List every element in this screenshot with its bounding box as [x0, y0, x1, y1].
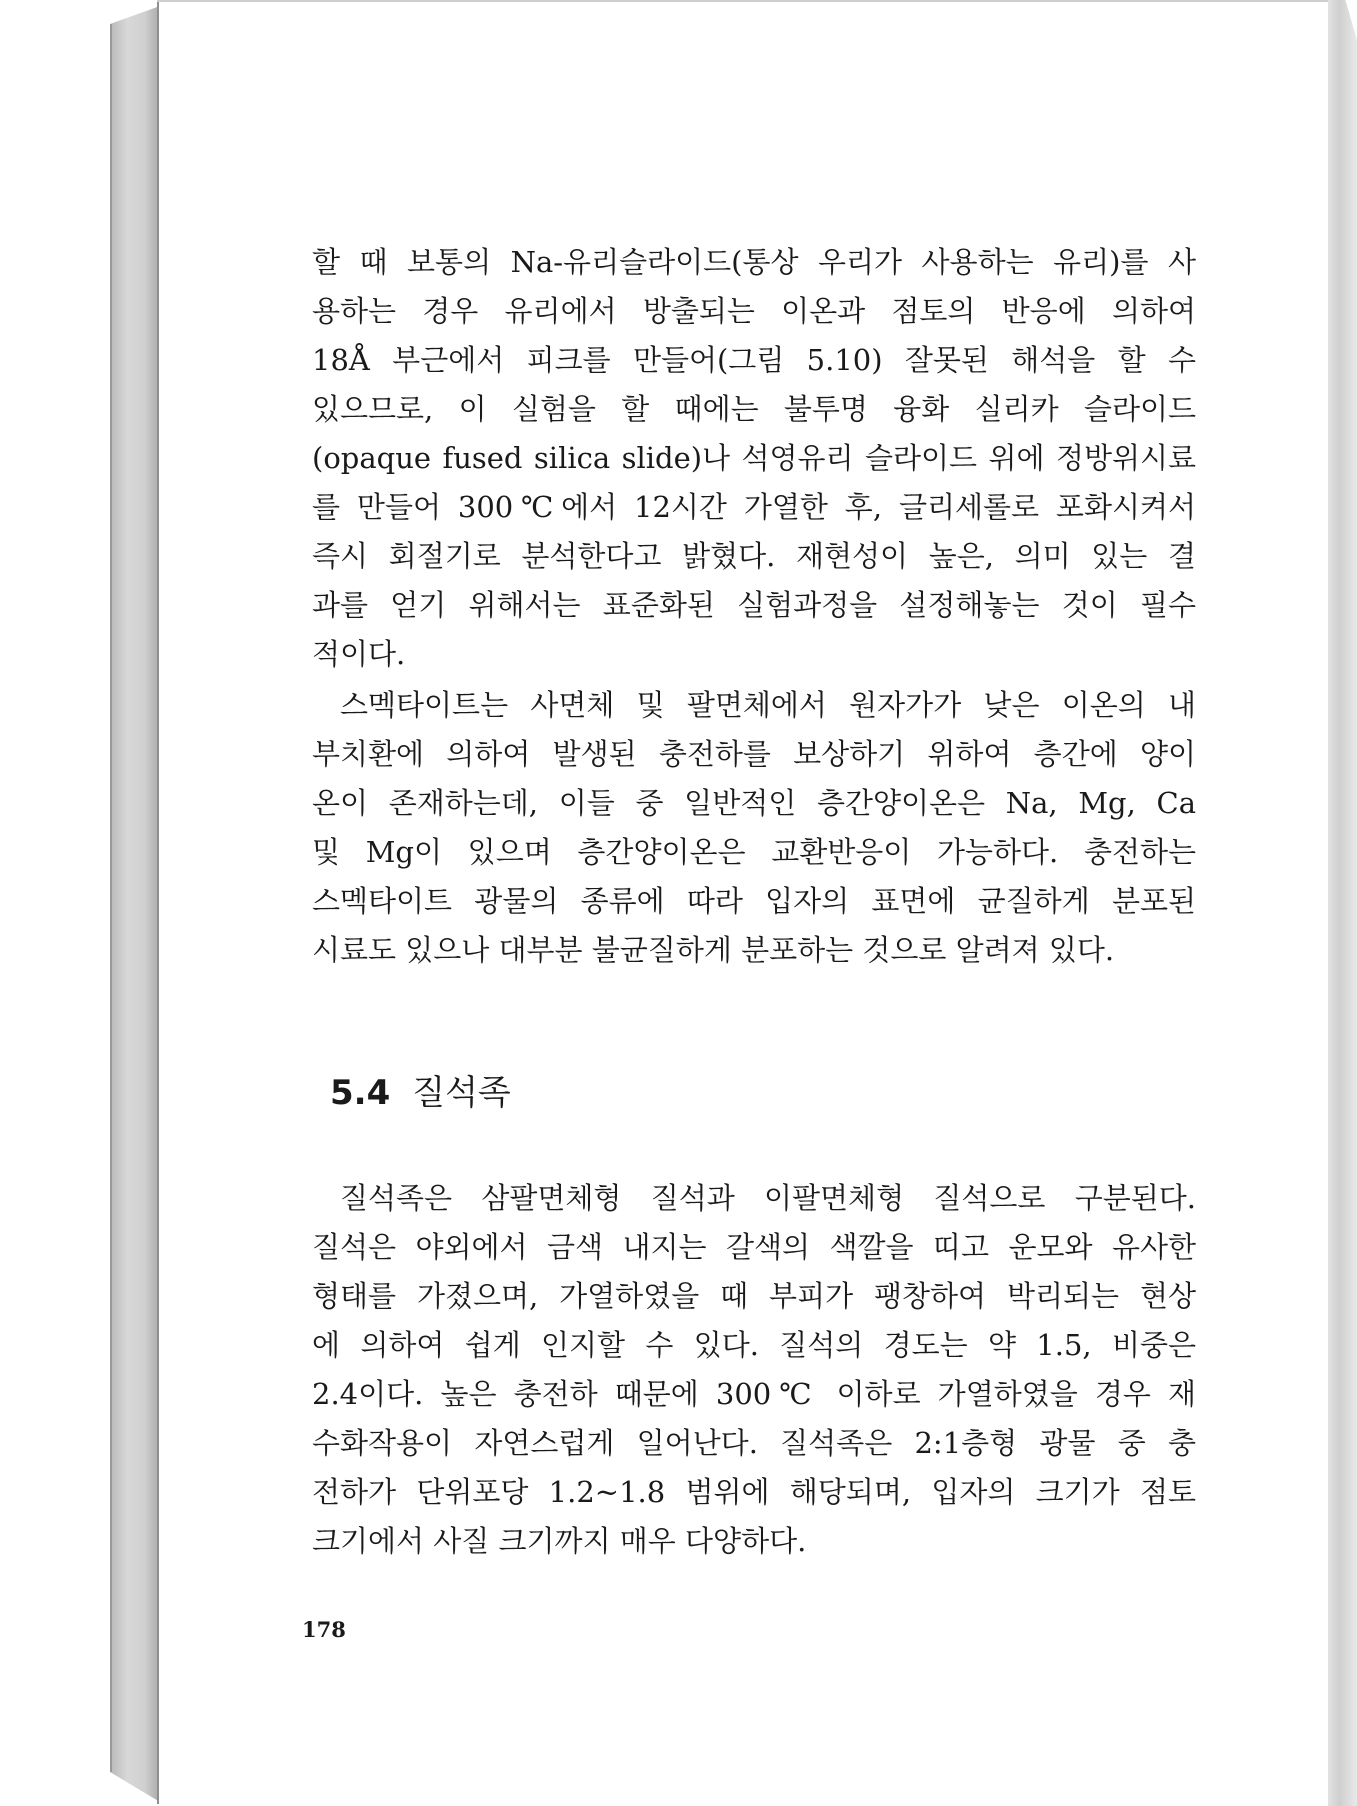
- text-line: 전하가 단위포당 1.2~1.8 범위에 해당되며, 입자의 크기가 점토: [312, 1475, 1196, 1509]
- text-line: 즉시 회절기로 분석한다고 밝혔다. 재현성이 높은, 의미 있는 결: [312, 539, 1196, 573]
- text-line: 를 만들어 300℃에서 12시간 가열한 후, 글리세롤로 포화시켜서: [312, 490, 1196, 524]
- text-line: 2.4이다. 높은 충전하 때문에 300℃ 이하로 가열하였을 경우 재: [312, 1377, 1196, 1411]
- page-number: 178: [302, 1617, 346, 1642]
- text-line: 용하는 경우 유리에서 방출되는 이온과 점토의 반응에 의하여: [312, 294, 1196, 328]
- text-line: 부치환에 의하여 발생된 충전하를 보상하기 위하여 층간에 양이: [312, 737, 1196, 771]
- paragraph-continued: [312, 238, 1196, 679]
- text-line: 질석은 야외에서 금색 내지는 갈색의 색깔을 띠고 운모와 유사한: [312, 1230, 1196, 1264]
- text-line: 형태를 가졌으며, 가열하였을 때 부피가 팽창하여 박리되는 현상: [312, 1279, 1196, 1313]
- text-line: 및 Mg이 있으며 층간양이온은 교환반응이 가능하다. 충전하는: [312, 835, 1196, 869]
- text-line: 할 때 보통의 Na-유리슬라이드(통상 우리가 사용하는 유리)를 사: [312, 245, 1196, 279]
- text-line: 있으므로, 이 실험을 할 때에는 불투명 융화 실리카 슬라이드: [312, 392, 1196, 426]
- text-line: 적이다.: [312, 637, 406, 671]
- text-line: 시료도 있으나 대부분 불균질하게 분포하는 것으로 알려져 있다.: [312, 933, 1115, 967]
- text-line: 질석족은 삼팔면체형 질석과 이팔면체형 질석으로 구분된다.: [340, 1181, 1196, 1215]
- book-spine-edge: [110, 24, 112, 1772]
- text-line: 과를 얻기 위해서는 표준화된 실험과정을 설정해놓는 것이 필수: [312, 588, 1196, 622]
- paragraph-1: [312, 238, 1196, 679]
- book-spine: [110, 6, 160, 1802]
- text-line: 수화작용이 자연스럽게 일어난다. 질석족은 2:1층형 광물 중 충: [312, 1426, 1196, 1460]
- paragraph-2: [312, 681, 1196, 975]
- section-heading: [330, 1065, 511, 1114]
- text-line: 크기에서 사질 크기까지 매우 다양하다.: [312, 1524, 807, 1558]
- text-line: 스멕타이트 광물의 종류에 따라 입자의 표면에 균질하게 분포된: [312, 884, 1196, 918]
- section-number: 5.4: [330, 1073, 391, 1113]
- text-line: 18Å 부근에서 피크를 만들어(그림 5.10) 잘못된 해석을 할 수: [312, 343, 1196, 377]
- paragraph-smectite: [312, 681, 1196, 975]
- text-line: 에 의하여 쉽게 인지할 수 있다. 질석의 경도는 약 1.5, 비중은: [312, 1328, 1196, 1362]
- section-title: 질석족: [412, 1073, 511, 1113]
- paragraph-vermiculite: [312, 1174, 1196, 1566]
- text-line: 온이 존재하는데, 이들 중 일반적인 층간양이온은 Na, Mg, Ca: [312, 786, 1196, 820]
- paragraph-3: [312, 1174, 1196, 1566]
- book-right-edge: [1328, 0, 1357, 1806]
- text-line: (opaque fused silica slide)나 석영유리 슬라이드 위에 정방위시료: [312, 441, 1196, 475]
- text-line: 스멕타이트는 사면체 및 팔면체에서 원자가가 낮은 이온의 내: [340, 688, 1196, 722]
